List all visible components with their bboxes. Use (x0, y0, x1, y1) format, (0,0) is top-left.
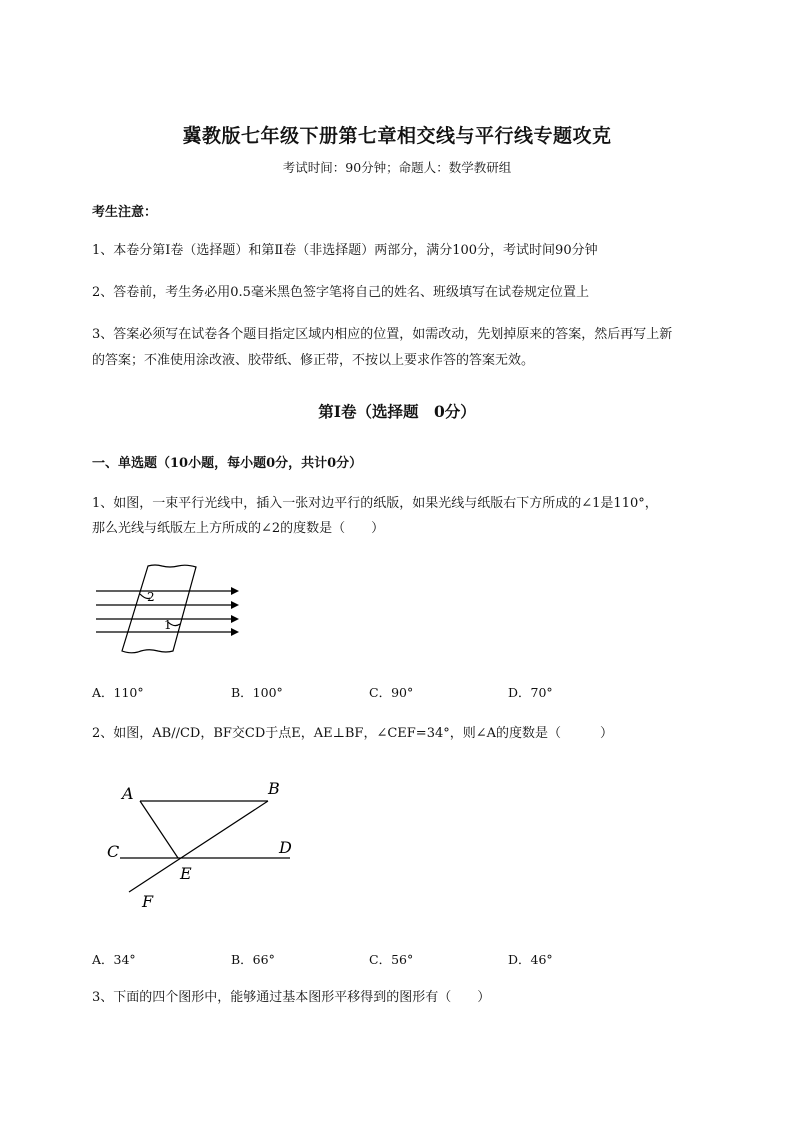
notice-item-3: 3、答案必须写在试卷各个题目指定区域内相应的位置，如需改动，先划掉原来的答案，然后再写上新 (92, 327, 673, 342)
point-e-label: E (180, 864, 192, 883)
point-f-label: F (142, 892, 154, 911)
point-c-label: C (107, 842, 120, 861)
question-1-text-continued: 那么光线与纸版左上方所成的∠2的度数是（ ） (92, 521, 385, 536)
point-b-label: B (268, 779, 280, 798)
question-3-text: 3、下面的四个图形中，能够通过基本图形平移得到的图形有（ ） (92, 990, 491, 1005)
question-2-option-b[interactable]: B．66° (231, 952, 275, 967)
question-1-text: 1、如图，一束平行光线中，插入一张对边平行的纸版，如果光线与纸版右下方所成的∠1是110°， (92, 496, 658, 511)
notice-item-3-continued: 的答案；不准使用涂改液、胶带纸、修正带，不按以上要求作答的答案无效。 (92, 353, 535, 368)
notice-item-2: 2、答卷前，考生务必用0.5毫米黑色签字笔将自己的姓名、班级填写在试卷规定位置上 (92, 285, 589, 300)
exam-info: 考试时间：90分钟；命题人：数学教研组 (282, 160, 512, 175)
question-2-option-d[interactable]: D．46° (508, 952, 553, 967)
section-title: 第I卷（选择题 0分） (318, 402, 476, 421)
notice-item-1: 1、本卷分第I卷（选择题）和第Ⅱ卷（非选择题）两部分，满分100分，考试时间90分钟 (92, 243, 598, 258)
page-title: 冀教版七年级下册第七章相交线与平行线专题攻克 (182, 125, 612, 147)
point-d-label: D (279, 838, 292, 857)
question-1-option-b[interactable]: B．100° (231, 685, 283, 700)
question-1-option-c[interactable]: C．90° (369, 685, 414, 700)
question-1-option-a[interactable]: A．110° (92, 685, 144, 700)
angle-1-label: 1 (164, 618, 172, 632)
question-1-option-d[interactable]: D．70° (508, 685, 553, 700)
question-group-title: 一、单选题（10小题，每小题0分，共计0分） (92, 456, 363, 471)
angle-2-label: 2 (147, 590, 155, 604)
question-2-text: 2、如图，AB//CD，BF交CD于点E，AE⊥BF，∠CEF=34°，则∠A的度数是（ ） (92, 726, 614, 741)
question-2-option-a[interactable]: A．34° (92, 952, 136, 967)
notice-heading: 考生注意： (92, 205, 158, 220)
point-a-label: A (122, 784, 134, 803)
question-2-option-c[interactable]: C．56° (369, 952, 414, 967)
